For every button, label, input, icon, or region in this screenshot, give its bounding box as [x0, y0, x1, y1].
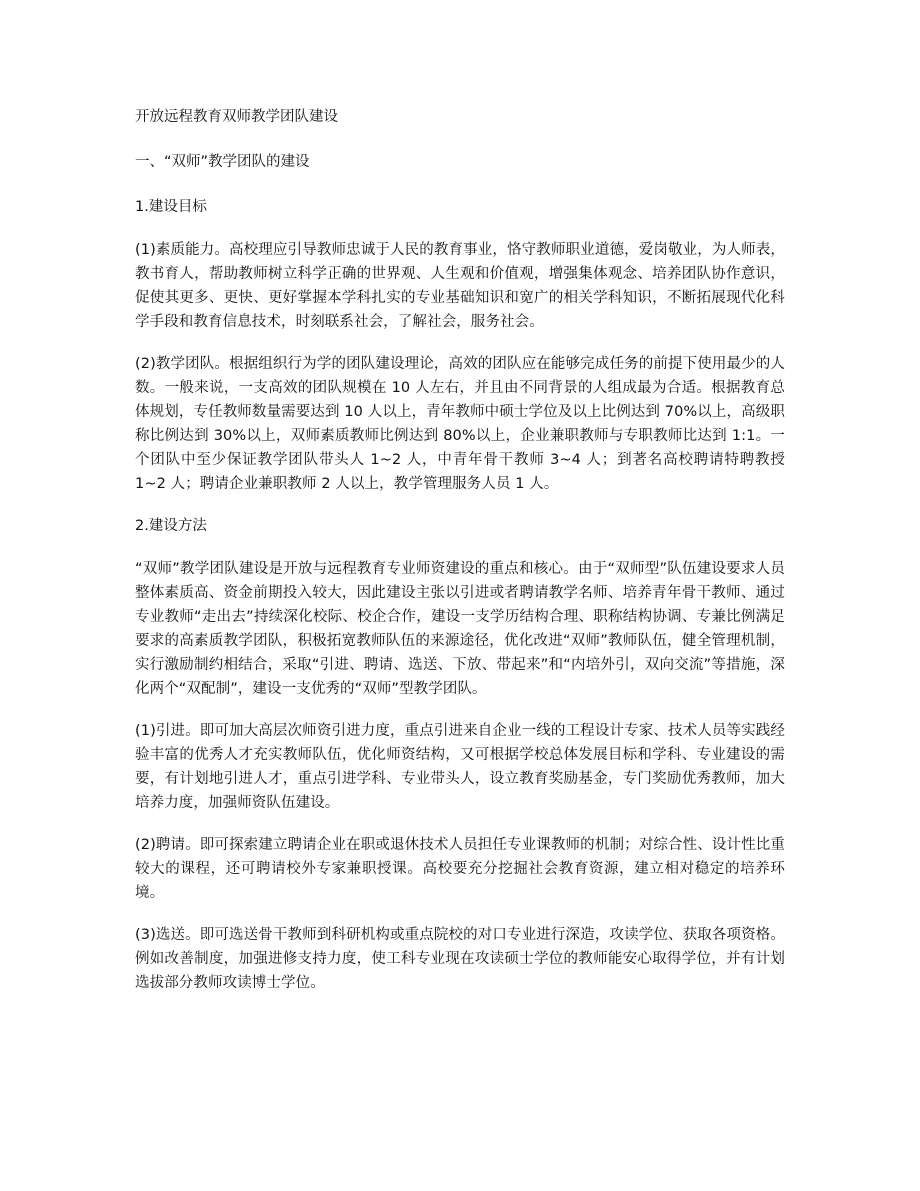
paragraph-introduce: (1)引进。即可加大高层次师资引进力度，重点引进来自企业一线的工程设计专家、技术人员等实践经验丰富的优秀人才充实教师队伍，优化师资结构，又可根据学校总体发展目标和学科、专业建设的需要，有计划地引进人才，重点引进学科、专业带头人，设立教育奖励基金，专门奖励优秀教师，加大培养力度，加强师资队伍建设。 — [135, 723, 785, 811]
document-page — [135, 105, 785, 1013]
paragraph-hire: (2)聘请。即可探索建立聘请企业在职或退休技术人员担任专业课教师的机制；对综合性、设计性比重较大的课程，还可聘请校外专家兼职授课。高校要充分挖掘社会教育资源，建立相对稳定的培养环境。 — [135, 837, 785, 901]
subsection-heading-methods: 2.建设方法 — [135, 518, 207, 534]
paragraph-methods-intro: “双师”教学团队建设是开放与远程教育专业师资建设的重点和核心。由于“双师型”队伍建设要求人员整体素质高、资金前期投入较大，因此建设主张以引进或者聘请教学名师、培养青年骨干教师、通过专业教师“走出去”持续深化校际、校企合作，建设一支学历结构合理、职称结构协调、专兼比例满足要求的高素质教学团队，积极拓宽教师队伍的来源途径，优化改进“双师”教师队伍，健全管理机制，实行激励制约相结合，采取“引进、聘请、选送、下放、带起来”和“内培外引，双向交流”等措施，深化两个“双配制”，建设一支优秀的“双师”型教学团队。 — [135, 561, 785, 697]
paragraph-send: (3)选送。即可选送骨干教师到科研机构或重点院校的对口专业进行深造，攻读学位、获取各项资格。例如改善制度，加强进修支持力度，使工科专业现在攻读硕士学位的教师能安心取得学位，并有计划选拔部分教师攻读博士学位。 — [135, 927, 785, 991]
subsection-heading-goals: 1.建设目标 — [135, 199, 207, 215]
paragraph-teaching-team: (2)教学团队。根据组织行为学的团队建设理论，高效的团队应在能够完成任务的前提下使用最少的人数。一般来说，一支高效的团队规模在 10 人左右，并且由不同背景的人组成最为合适。根据教育总体规划，专任教师数量需要达到 10 人以上，青年教师中硕士学位及以上比例达到 70%以上，高级职称比例达到 30%以上，双师素质教师比例达到 80%以上，企业兼职教师与专职教师比达到 1:1。一个团队中至少保证教学团队带头人 1~2 人，中青年骨干教师 3~4 人；到著名高校聘请特聘教授 1~2 人；聘请企业兼职教师 2 人以上，教学管理服务人员 1 人。 — [135, 356, 785, 492]
section-heading: 一、“双师”教学团队的建设 — [135, 154, 310, 170]
paragraph-quality-ability: (1)素质能力。高校理应引导教师忠诚于人民的教育事业，恪守教师职业道德，爱岗敬业，为人师表，教书育人，帮助教师树立科学正确的世界观、人生观和价值观，增强集体观念、培养团队协作意识，促使其更多、更快、更好掌握本学科扎实的专业基础知识和宽广的相关学科知识，不断拓展现代化科学手段和教育信息技术，时刻联系社会，了解社会，服务社会。 — [135, 242, 785, 330]
document-title: 开放远程教育双师教学团队建设 — [135, 109, 338, 125]
